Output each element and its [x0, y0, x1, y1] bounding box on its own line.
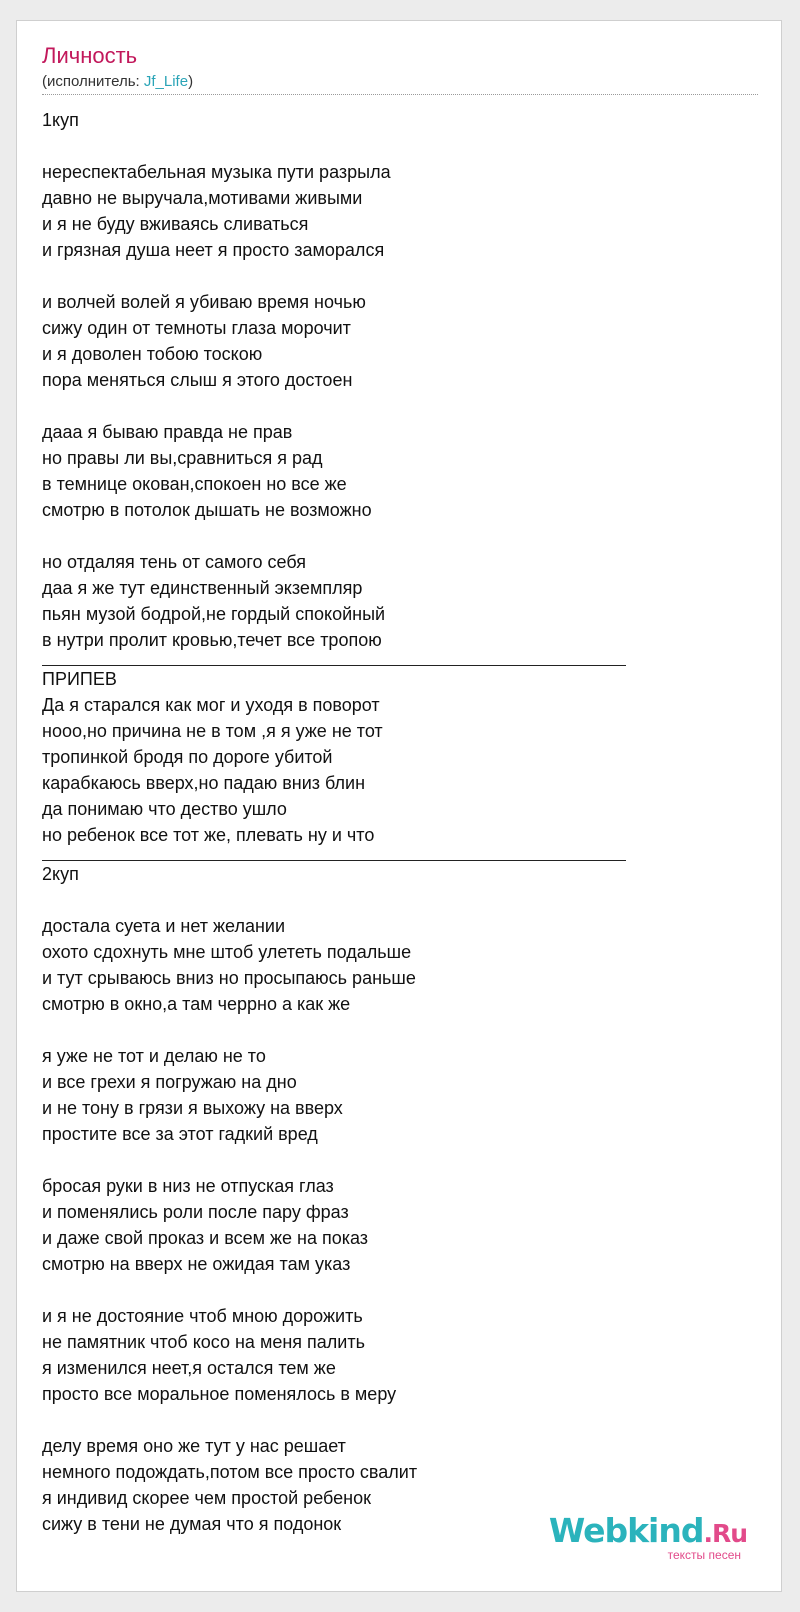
blank-line [42, 393, 742, 419]
lyric-line: смотрю в потолок дышать не возможно [42, 500, 372, 520]
lyric-line: сижу один от темноты глаза морочит [42, 318, 351, 338]
logo-wordmark [548, 1511, 747, 1551]
header-divider [42, 94, 758, 95]
lyric-line: простите все за этот гадкий вред [42, 1124, 318, 1144]
lyric-line: я уже не тот и делаю не то [42, 1046, 266, 1066]
lyric-line: и тут срываюсь вниз но просыпаюсь раньше [42, 968, 416, 988]
lyric-line: смотрю на вверх не ожидая там указ [42, 1254, 351, 1274]
blank-line [42, 1407, 742, 1433]
lyric-line: тропинкой бродя по дороге убитой [42, 747, 333, 767]
lyric-line: и все грехи я погружаю на дно [42, 1072, 297, 1092]
lyric-line: но отдаляя тень от самого себя [42, 552, 307, 572]
logo-tld: .Ru [703, 1519, 747, 1548]
lyric-line: дааа я бываю правда не прав [42, 422, 293, 442]
lyric-line: смотрю в окно,а там черрно а как же [42, 994, 351, 1014]
lyric-line: я индивид скорее чем простой ребенок [42, 1488, 371, 1508]
lyric-line: Да я старался как мог и уходя в поворот [42, 695, 380, 715]
lyric-line: охото сдохнуть мне штоб улететь подальше [42, 942, 412, 962]
lyric-line: пора меняться слыш я этого достоен [42, 370, 353, 390]
logo-brand: Webkind [548, 1511, 704, 1550]
song-title: Личность [42, 43, 138, 68]
lyric-line: но ребенок все тот же, плевать ну и что [42, 825, 375, 845]
lyric-line: ПРИПЕВ [42, 669, 117, 689]
lyric-line: сижу в тени не думая что я подонок [42, 1514, 342, 1534]
lyric-line: карабкаюсь вверх,но падаю вниз блин [42, 773, 366, 793]
lyric-line: и грязная душа неет я просто заморался [42, 240, 385, 260]
lyrics-body [42, 107, 742, 1537]
lyric-line: и я не достояние чтоб мною дорожить [42, 1306, 363, 1326]
lyric-line: и я доволен тобою тоскою [42, 344, 263, 364]
blank-line [42, 1147, 742, 1173]
section-divider [42, 848, 742, 861]
lyric-line: нереспектабельная музыка пути разрыла [42, 162, 391, 182]
blank-line [42, 133, 742, 159]
lyrics-card [16, 20, 782, 1592]
lyric-line: нооо,но причина не в том ,я я уже не тот [42, 721, 383, 741]
lyric-line: давно не выручала,мотивами живыми [42, 188, 363, 208]
lyric-line: бросая руки в низ не отпуская глаз [42, 1176, 334, 1196]
lyric-line: и волчей волей я убиваю время ночью [42, 292, 366, 312]
lyric-line: просто все моральное поменялось в меру [42, 1384, 397, 1404]
artist-link[interactable]: Jf_Life [143, 73, 189, 90]
lyric-line: 2куп [42, 864, 79, 884]
lyric-line: и даже свой проказ и всем же на показ [42, 1228, 369, 1248]
artist-suffix: ) [188, 73, 194, 90]
blank-line [42, 523, 742, 549]
section-divider [42, 653, 742, 666]
lyric-line: делу время оно же тут у нас решает [42, 1436, 346, 1456]
artist-line [42, 73, 193, 91]
lyric-line: даа я же тут единственный экземпляр [42, 578, 363, 598]
lyric-line: немного подождать,потом все просто свалит [42, 1462, 418, 1482]
blank-line [42, 887, 742, 913]
lyric-line: и я не буду вживаясь сливаться [42, 214, 309, 234]
lyric-line: в нутри пролит кровью,течет все тропою [42, 630, 382, 650]
lyric-line: я изменился неет,я остался тем же [42, 1358, 336, 1378]
lyric-line: 1куп [42, 110, 79, 130]
lyric-line: но правы ли вы,сравниться я рад [42, 448, 323, 468]
blank-line [42, 1277, 742, 1303]
lyric-line: да понимаю что дество ушло [42, 799, 287, 819]
lyric-line: пьян музой бодрой,не гордый спокойный [42, 604, 386, 624]
lyric-line: и поменялись роли после пару фраз [42, 1202, 349, 1222]
logo-tagline: тексты песен [667, 1548, 741, 1562]
lyric-line: не памятник чтоб косо на меня палить [42, 1332, 365, 1352]
artist-prefix: (исполнитель: [42, 73, 144, 90]
blank-line [42, 1017, 742, 1043]
blank-line [42, 263, 742, 289]
lyric-line: достала суета и нет желании [42, 916, 286, 936]
site-logo[interactable] [548, 1511, 747, 1562]
lyric-line: и не тону в грязи я выхожу на вверх [42, 1098, 343, 1118]
lyric-line: в темнице окован,спокоен но все же [42, 474, 347, 494]
